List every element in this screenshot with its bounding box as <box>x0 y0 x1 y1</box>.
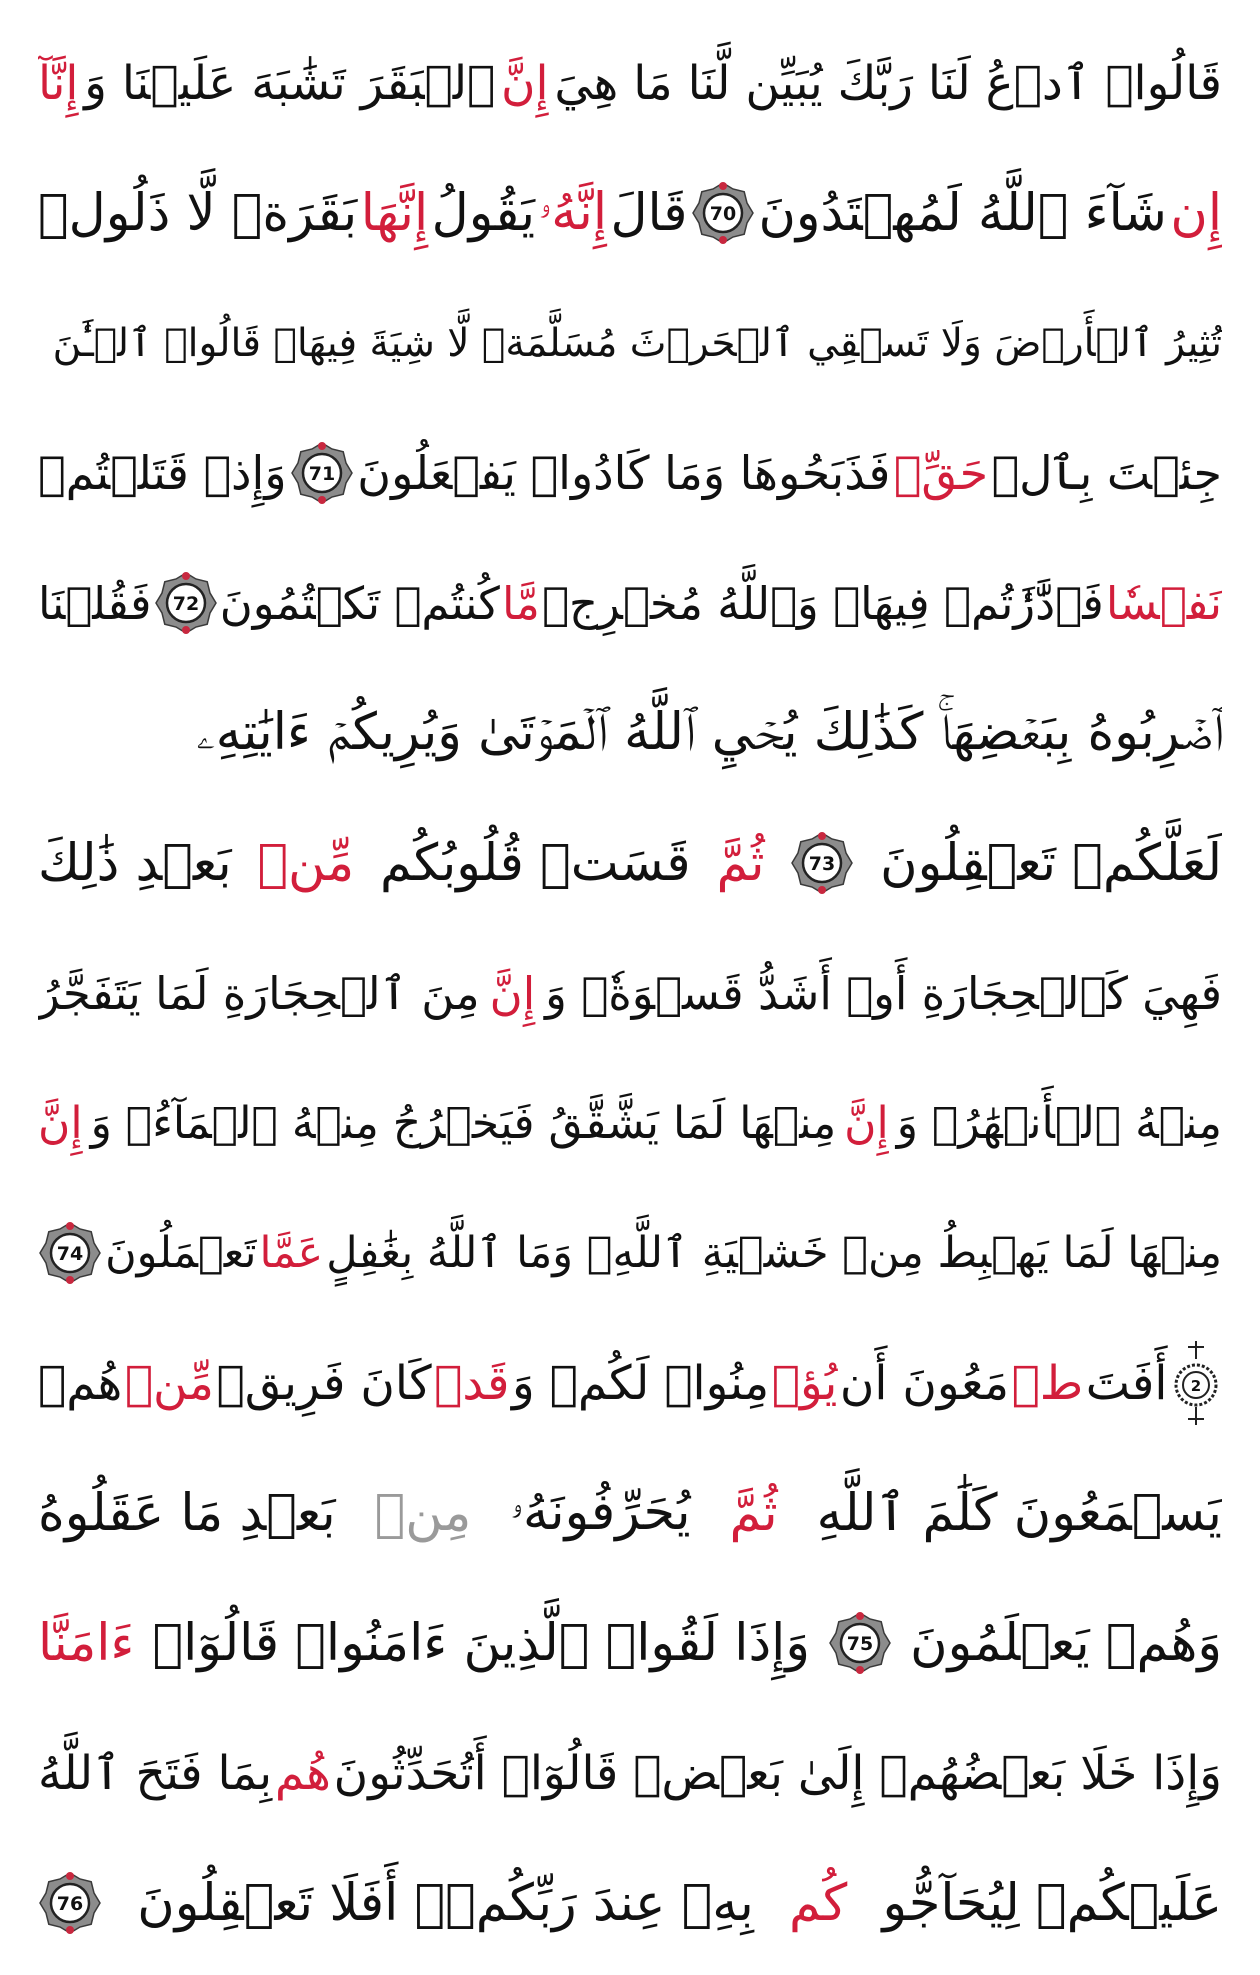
verse-line <box>38 538 1222 668</box>
tajweed-highlight-text: نَفۡسٗا <box>1105 576 1222 630</box>
verse-text: مِنۡهَا لَمَا يَشَّقَّقُ فَيَخۡرُجُ مِنۡهُ ٱلۡمَآءُۚ وَ <box>90 1097 837 1149</box>
tajweed-highlight-text: إِن <box>1170 183 1222 243</box>
ayah-number-marker <box>38 1221 102 1285</box>
verse-lines <box>38 18 1222 1968</box>
ayah-number: 75 <box>846 1633 874 1655</box>
tajweed-highlight-text: مِّنۡ <box>124 1355 214 1411</box>
verse-text: قَالَ <box>610 183 688 243</box>
verse-text: كَانَ فَرِيقٞ <box>216 1355 432 1411</box>
tajweed-highlight-text: إِنَّآ <box>38 55 79 111</box>
ayah-ornament-icon <box>38 1871 102 1935</box>
verse-text: مِنُوا۟ لَكُمۡ وَ <box>511 1355 770 1411</box>
verse-text: بَعۡدِ مَا عَقَلُوهُ <box>38 1483 336 1543</box>
verse-text: بَعۡدِ ذَٰلِكَ <box>38 833 232 893</box>
verse-text: جِئۡتَ بِٱلۡ <box>991 446 1222 500</box>
verse-text: فَهِيَ كَٱلۡحِجَارَةِ أَوۡ أَشَدُّ قَسۡوَةٗۚ وَ <box>545 966 1222 1020</box>
verse-line <box>38 1838 1222 1968</box>
verse-line <box>38 928 1222 1058</box>
verse-text: فَٱدَّٰرَٰٔتُمۡ فِيهَاۖ وَٱللَّهُ مُخۡرِجٞ <box>541 576 1104 630</box>
tajweed-highlight-text: إِنَّ <box>844 1097 889 1149</box>
tajweed-highlight-text: مَّا <box>502 576 540 630</box>
verse-text: شَآءَ ٱللَّهُ لَمُهۡتَدُونَ <box>758 183 1167 243</box>
verse-line <box>38 1578 1222 1708</box>
verse-text: وَهُمۡ يَعۡلَمُونَ <box>910 1613 1222 1673</box>
verse-text: مِنۡهُ ٱلۡأَنۡهَٰرُۚ وَ <box>896 1097 1222 1149</box>
tajweed-silent-text: مِنۢ <box>374 1483 472 1543</box>
ayah-number-marker <box>790 831 854 895</box>
ayah-ornament-icon <box>828 1611 892 1675</box>
verse-text: مِنۡهَا لَمَا يَهۡبِطُ مِنۡ خَشۡيَةِ ٱللَّهِۗ وَمَا ٱللَّهُ بِغَٰفِلٍ <box>326 1228 1222 1278</box>
tajweed-highlight-text: كُم <box>789 1873 848 1933</box>
verse-text: تُثِيرُ ٱلۡأَرۡضَ وَلَا تَسۡقِي ٱلۡحَرۡثَ مُسَلَّمَةٞ لَّا شِيَةَ فِيهَاۚ قَالُوا۟ ٱلۡـَٰٔنَ <box>52 320 1222 366</box>
verse-text: عَلَيۡكُمۡ لِيُحَآجُّو <box>882 1873 1222 1933</box>
tajweed-highlight-text: ثُمَّ <box>716 833 765 893</box>
verse-text: كُنتُمۡ تَكۡتُمُونَ <box>219 576 500 630</box>
ayah-ornament-icon <box>691 181 755 245</box>
ayah-number-marker <box>290 441 354 505</box>
ayah-number-marker <box>828 1611 892 1675</box>
verse-text: هُمۡ <box>38 1355 123 1411</box>
ayah-number: 70 <box>709 203 737 225</box>
tajweed-highlight-text: إِنَّهَا <box>360 183 429 243</box>
ayah-number: 74 <box>56 1243 84 1265</box>
verse-text: بِمَا فَتَحَ ٱللَّهُ <box>38 1745 273 1801</box>
verse-line <box>38 1058 1222 1188</box>
verse-line <box>38 668 1222 798</box>
tajweed-highlight-text: هُم <box>274 1745 331 1801</box>
ayah-number: 72 <box>172 593 199 615</box>
verse-line <box>38 1188 1222 1318</box>
verse-line <box>38 148 1222 278</box>
verse-text: مَعُونَ أَن <box>839 1355 1010 1411</box>
ayah-number: 71 <box>308 463 336 485</box>
verse-text: وَإِذَا خَلَا بَعۡضُهُمۡ إِلَىٰ بَعۡضٖ قَالُوٓا۟ أَتُحَدِّثُونَ <box>333 1745 1222 1801</box>
ayah-number: 73 <box>809 853 836 875</box>
tajweed-highlight-text: ثُمَّ <box>729 1483 778 1543</box>
verse-text: ٱضۡرِبُوهُ بِبَعۡضِهَاۚ كَذَٰلِكَ يُحۡيِ ٱللَّهُ ٱلۡمَوۡتَىٰ وَيُرِيكُمۡ ءَايَٰتِهِۦ <box>196 703 1222 762</box>
verse-text: وَإِذَا لَقُوا۟ ٱلَّذِينَ ءَامَنُوا۟ قَالُوٓا۟ <box>152 1613 810 1673</box>
tajweed-highlight-text: يُؤۡ <box>771 1355 838 1411</box>
verse-text: قَسَتۡ قُلُوبُكُم <box>379 833 691 893</box>
ayah-ornament-icon <box>790 831 854 895</box>
verse-text: يُحَرِّفُونَهُۥ <box>510 1483 691 1542</box>
ayah-ornament-icon <box>290 441 354 505</box>
tajweed-highlight-text: إِنَّهُۥ <box>538 183 608 242</box>
verse-text: مِنَ ٱلۡحِجَارَةِ لَمَا يَتَفَجَّرُ <box>38 966 480 1020</box>
verse-text: فَقُلۡنَا <box>38 576 152 630</box>
tajweed-highlight-text: إِنَّ <box>489 966 536 1020</box>
hizb-marker <box>1170 1337 1222 1429</box>
verse-line <box>38 18 1222 148</box>
hizb-ornament-icon <box>1170 1337 1222 1429</box>
tajweed-highlight-text: عَمَّا <box>259 1228 324 1278</box>
tajweed-highlight-text: إِنَّ <box>501 55 549 111</box>
verse-text: بَقَرَةٞ لَّا ذَلُولٞ <box>38 183 358 243</box>
verse-text: فَذَبَحُوهَا وَمَا كَادُوا۟ يَفۡعَلُونَ <box>357 446 891 500</box>
tajweed-highlight-text: ءَامَنَّا <box>38 1613 135 1673</box>
tajweed-highlight-text: مِّنۢ <box>257 833 355 893</box>
verse-text: يَسۡمَعُونَ كَلَٰمَ ٱللَّهِ <box>816 1484 1222 1543</box>
verse-text: ٱلۡبَقَرَ تَشَٰبَهَ عَلَيۡنَا وَ <box>84 55 496 111</box>
verse-text: لَعَلَّكُمۡ تَعۡقِلُونَ <box>880 833 1222 893</box>
verse-line <box>38 1318 1222 1448</box>
ayah-ornament-icon <box>38 1221 102 1285</box>
ayah-number-marker <box>691 181 755 245</box>
verse-text: بِهِۦ عِندَ رَبِّكُمۡۚ أَفَلَا تَعۡقِلُونَ <box>137 1873 754 1933</box>
verse-text: أَفَتَ <box>1085 1355 1168 1411</box>
ayah-ornament-icon <box>154 571 218 635</box>
verse-line <box>38 1708 1222 1838</box>
verse-text: تَعۡمَلُونَ <box>105 1228 257 1278</box>
verse-text: وَإِذۡ قَتَلۡتُمۡ <box>38 446 287 500</box>
ayah-number-marker <box>38 1871 102 1935</box>
verse-line <box>38 278 1222 408</box>
tajweed-highlight-text: قَدۡ <box>434 1355 510 1411</box>
verse-text: يَقُولُ <box>431 183 536 243</box>
verse-line <box>38 408 1222 538</box>
tajweed-highlight-text: طۡ <box>1011 1355 1084 1411</box>
hizb-number: 2 <box>1190 1377 1202 1395</box>
verse-line <box>38 798 1222 928</box>
verse-text: قَالُوا۟ ٱدۡعُ لَنَا رَبَّكَ يُبَيِّن لَّنَا مَا هِيَ <box>554 55 1222 111</box>
verse-line <box>38 1448 1222 1578</box>
ayah-number: 76 <box>56 1893 84 1915</box>
tajweed-highlight-text: حَقِّۚ <box>893 446 989 500</box>
tajweed-highlight-text: إِنَّ <box>38 1097 83 1149</box>
ayah-number-marker <box>154 571 218 635</box>
